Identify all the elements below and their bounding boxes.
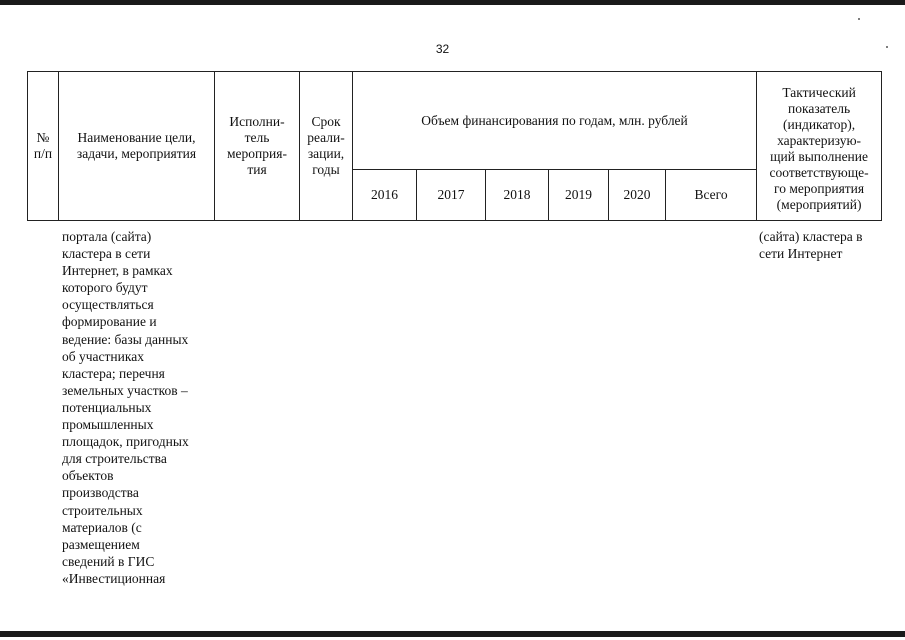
scan-top-edge (0, 0, 905, 5)
measure-name-line: об участниках (62, 348, 144, 364)
measure-name-line: промышленных (62, 417, 154, 433)
indicator-line: (сайта) кластера в (759, 229, 863, 244)
measure-name-line: размещением (62, 536, 140, 552)
header-year-2018: 2018 (486, 170, 549, 221)
measure-name-line: портала (сайта) (62, 229, 152, 244)
header-total: Всего (666, 170, 757, 221)
measure-name-line: кластера; перечня (62, 365, 165, 381)
measure-name-line: формирование и (62, 314, 157, 330)
measure-name-line: ведение: базы данных (62, 331, 189, 347)
scan-bottom-edge (0, 631, 905, 637)
measure-name-line: которого будут (62, 280, 148, 296)
measure-name-line: площадок, пригодных (62, 434, 189, 450)
header-funding: Объем финансирования по годам, млн. рублей (353, 72, 757, 170)
header-year-2020: 2020 (609, 170, 666, 221)
measure-name-line: сведений в ГИС (62, 553, 155, 569)
measure-name-line: объектов (62, 468, 114, 484)
measure-name-line: строительных (62, 502, 143, 518)
header-executor: Исполни- тель мероприя- тия (215, 72, 300, 221)
header-term: Срок реали- зации, годы (300, 72, 353, 221)
measure-name-continuation (62, 228, 214, 587)
scan-speck (886, 46, 888, 48)
measure-name-line: материалов (с (62, 519, 142, 535)
indicator-continuation (759, 228, 883, 262)
measure-name-line: производства (62, 485, 139, 501)
page-number: 32 (435, 42, 450, 56)
measure-name-line: кластера в сети (62, 246, 151, 262)
header-indicator: Тактический показатель (индикатор), характеризую- щий выполнение соответствующе- го мероприятия (мероприятий) (757, 72, 882, 221)
header-year-2016: 2016 (353, 170, 417, 221)
measure-name-line: для строительства (62, 451, 167, 467)
measure-name-line: потенциальных (62, 399, 152, 415)
indicator-line: сети Интернет (759, 246, 843, 262)
header-year-2019: 2019 (549, 170, 609, 221)
header-num: № п/п (28, 72, 59, 221)
header-name: Наименование цели, задачи, мероприятия (59, 72, 215, 221)
measure-name-line: осуществляться (62, 297, 154, 313)
header-year-2017: 2017 (417, 170, 486, 221)
scan-speck (858, 18, 860, 20)
measure-name-line: Интернет, в рамках (62, 263, 173, 279)
measure-name-line: земельных участков – (62, 382, 188, 398)
funding-table-header (27, 71, 882, 221)
measure-name-line: «Инвестиционная (62, 570, 166, 586)
